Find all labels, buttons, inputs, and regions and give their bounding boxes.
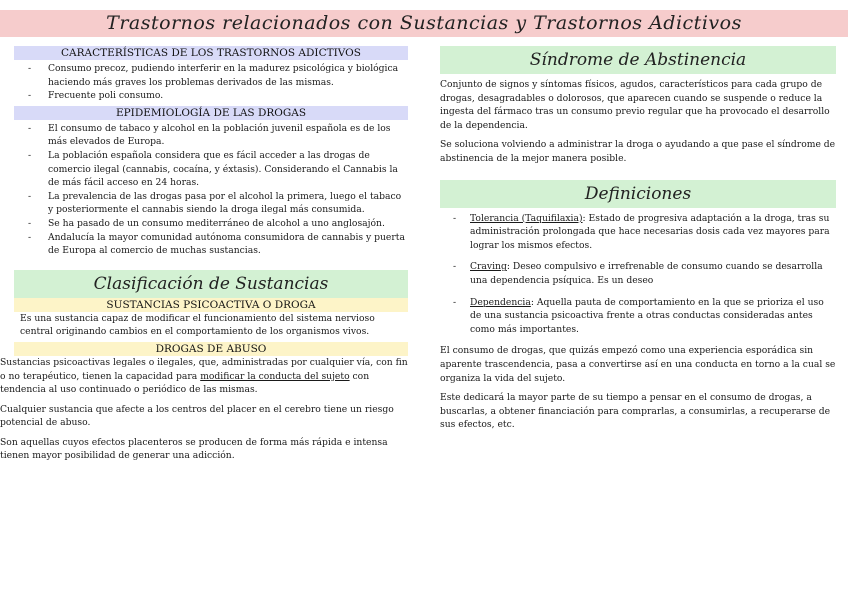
abstinencia-p2: Se soluciona volviendo a administrar la droga o ayudando a que pase el síndrome de abstinencia de la mejor manera posible. [440,139,836,164]
drogas-abuso-heading: DROGAS DE ABUSO [14,342,408,356]
right-column [440,46,836,432]
drogas-abuso-p2: Cualquier sustancia que afecte a los centros del placer en el cerebro tiene un riesgo potencial de abuso. [0,403,394,429]
list-item: - Frecuente poli consumo. [14,89,408,103]
sustancia-psicoactiva-heading: SUSTANCIAS PSICOACTIVA O DROGA [14,298,408,312]
caracteristicas-list [14,62,408,103]
list-item: - Consumo precoz, pudiendo interferir en la madurez psicológica y biológica haciendo más graves los problemas derivados de las mismas. [14,62,408,89]
drogas-abuso-p3: Son aquellas cuyos efectos placenteros se producen de forma más rápida e intensa tienen mayor posibilidad de generar una adicción. [0,436,388,462]
definiciones-heading: Definiciones [440,180,836,208]
page-title: Trastornos relacionados con Sustancias y Trastornos Adictivos [106,12,742,34]
list-item: - La población española considera que es fácil acceder a las drogas de comercio ilegal (cannabis, cocaína, y éxtasis). Considerando el Cannabis la de más fácil acceso en 24 horas. [14,149,408,190]
list-item: - Andalucía la mayor comunidad autónoma consumidora de cannabis y puerta de Europa al comercio de muchas sustancias. [14,231,408,258]
sustancia-psicoactiva-text: Es una sustancia capaz de modificar el funcionamiento del sistema nervioso central originando cambios en el comportamiento de los organismos vivos. [20,312,375,338]
definiciones-p2: Este dedicará la mayor parte de su tiempo a pensar en el consumo de drogas, a buscarlas, a obtener financiación para comprarlas, a consumirlas, a recuperarse de sus efectos, etc. [440,392,831,431]
list-item: - La prevalencia de las drogas pasa por el alcohol la primera, luego el tabaco y posteriormente el cannabis siendo la droga ilegal más consumida. [14,190,408,217]
caracteristicas-heading: CARACTERÍSTICAS DE LOS TRASTORNOS ADICTIVOS [14,46,408,60]
drogas-abuso-text: Sustancias psicoactivas legales o ilegales, que, administradas por cualquier vía, con fin o no terapéutico, tienen la capacidad para modificar la conducta del sujeto con tendencia al uso continuado o periódico de las mismas. [0,356,408,396]
epidemiologia-heading: EPIDEMIOLOGÍA DE LAS DROGAS [14,106,408,120]
epidemiologia-list [14,122,408,258]
definition-item: - Craving: Deseo compulsivo e irrefrenable de consumo cuando se desarrolla una dependencia psíquica. Es un deseo [440,260,836,287]
definiciones-p1: El consumo de drogas, que quizás empezó como una experiencia esporádica sin aparente trascendencia, pasa a convertirse así en una conducta en torno a la cual se organiza la vida del sujeto. [440,345,836,384]
list-item: - Se ha pasado de un consumo mediterráneo de alcohol a uno anglosajón. [14,217,408,231]
abstinencia-p1: Conjunto de signos y síntomas físicos, agudos, característicos para cada grupo de drogas, desagradables o dolorosos, que aparecen cuando se suspende o reduce la ingesta del fármaco tras un consumo previo regular que ha provocado el desarrollo de la dependencia. [440,79,830,131]
list-item: - El consumo de tabaco y alcohol en la población juvenil española es de los más elevados de Europa. [14,122,408,149]
term-dependencia: Dependencia [470,296,531,308]
left-column [0,46,408,463]
underlined-phrase: modificar la conducta del sujeto [200,370,350,382]
clasificacion-heading: Clasificación de Sustancias [14,270,408,298]
term-craving: Craving [470,261,507,273]
definition-item: - Tolerancia (Taquifilaxia): Estado de progresiva adaptación a la droga, tras su administración prolongada que hace necesarias dosis cada vez mayores para lograr los mismos efectos. [440,212,836,253]
term-tolerancia: Tolerancia (Taquifilaxia) [470,212,583,224]
abstinencia-heading: Síndrome de Abstinencia [440,46,836,74]
definiciones-list [440,212,836,337]
definition-item: - Dependencia: Aquella pauta de comportamiento en la que se prioriza el uso de una sustancia psicoactiva frente a otras conductas consideradas antes como más importantes. [440,296,836,337]
